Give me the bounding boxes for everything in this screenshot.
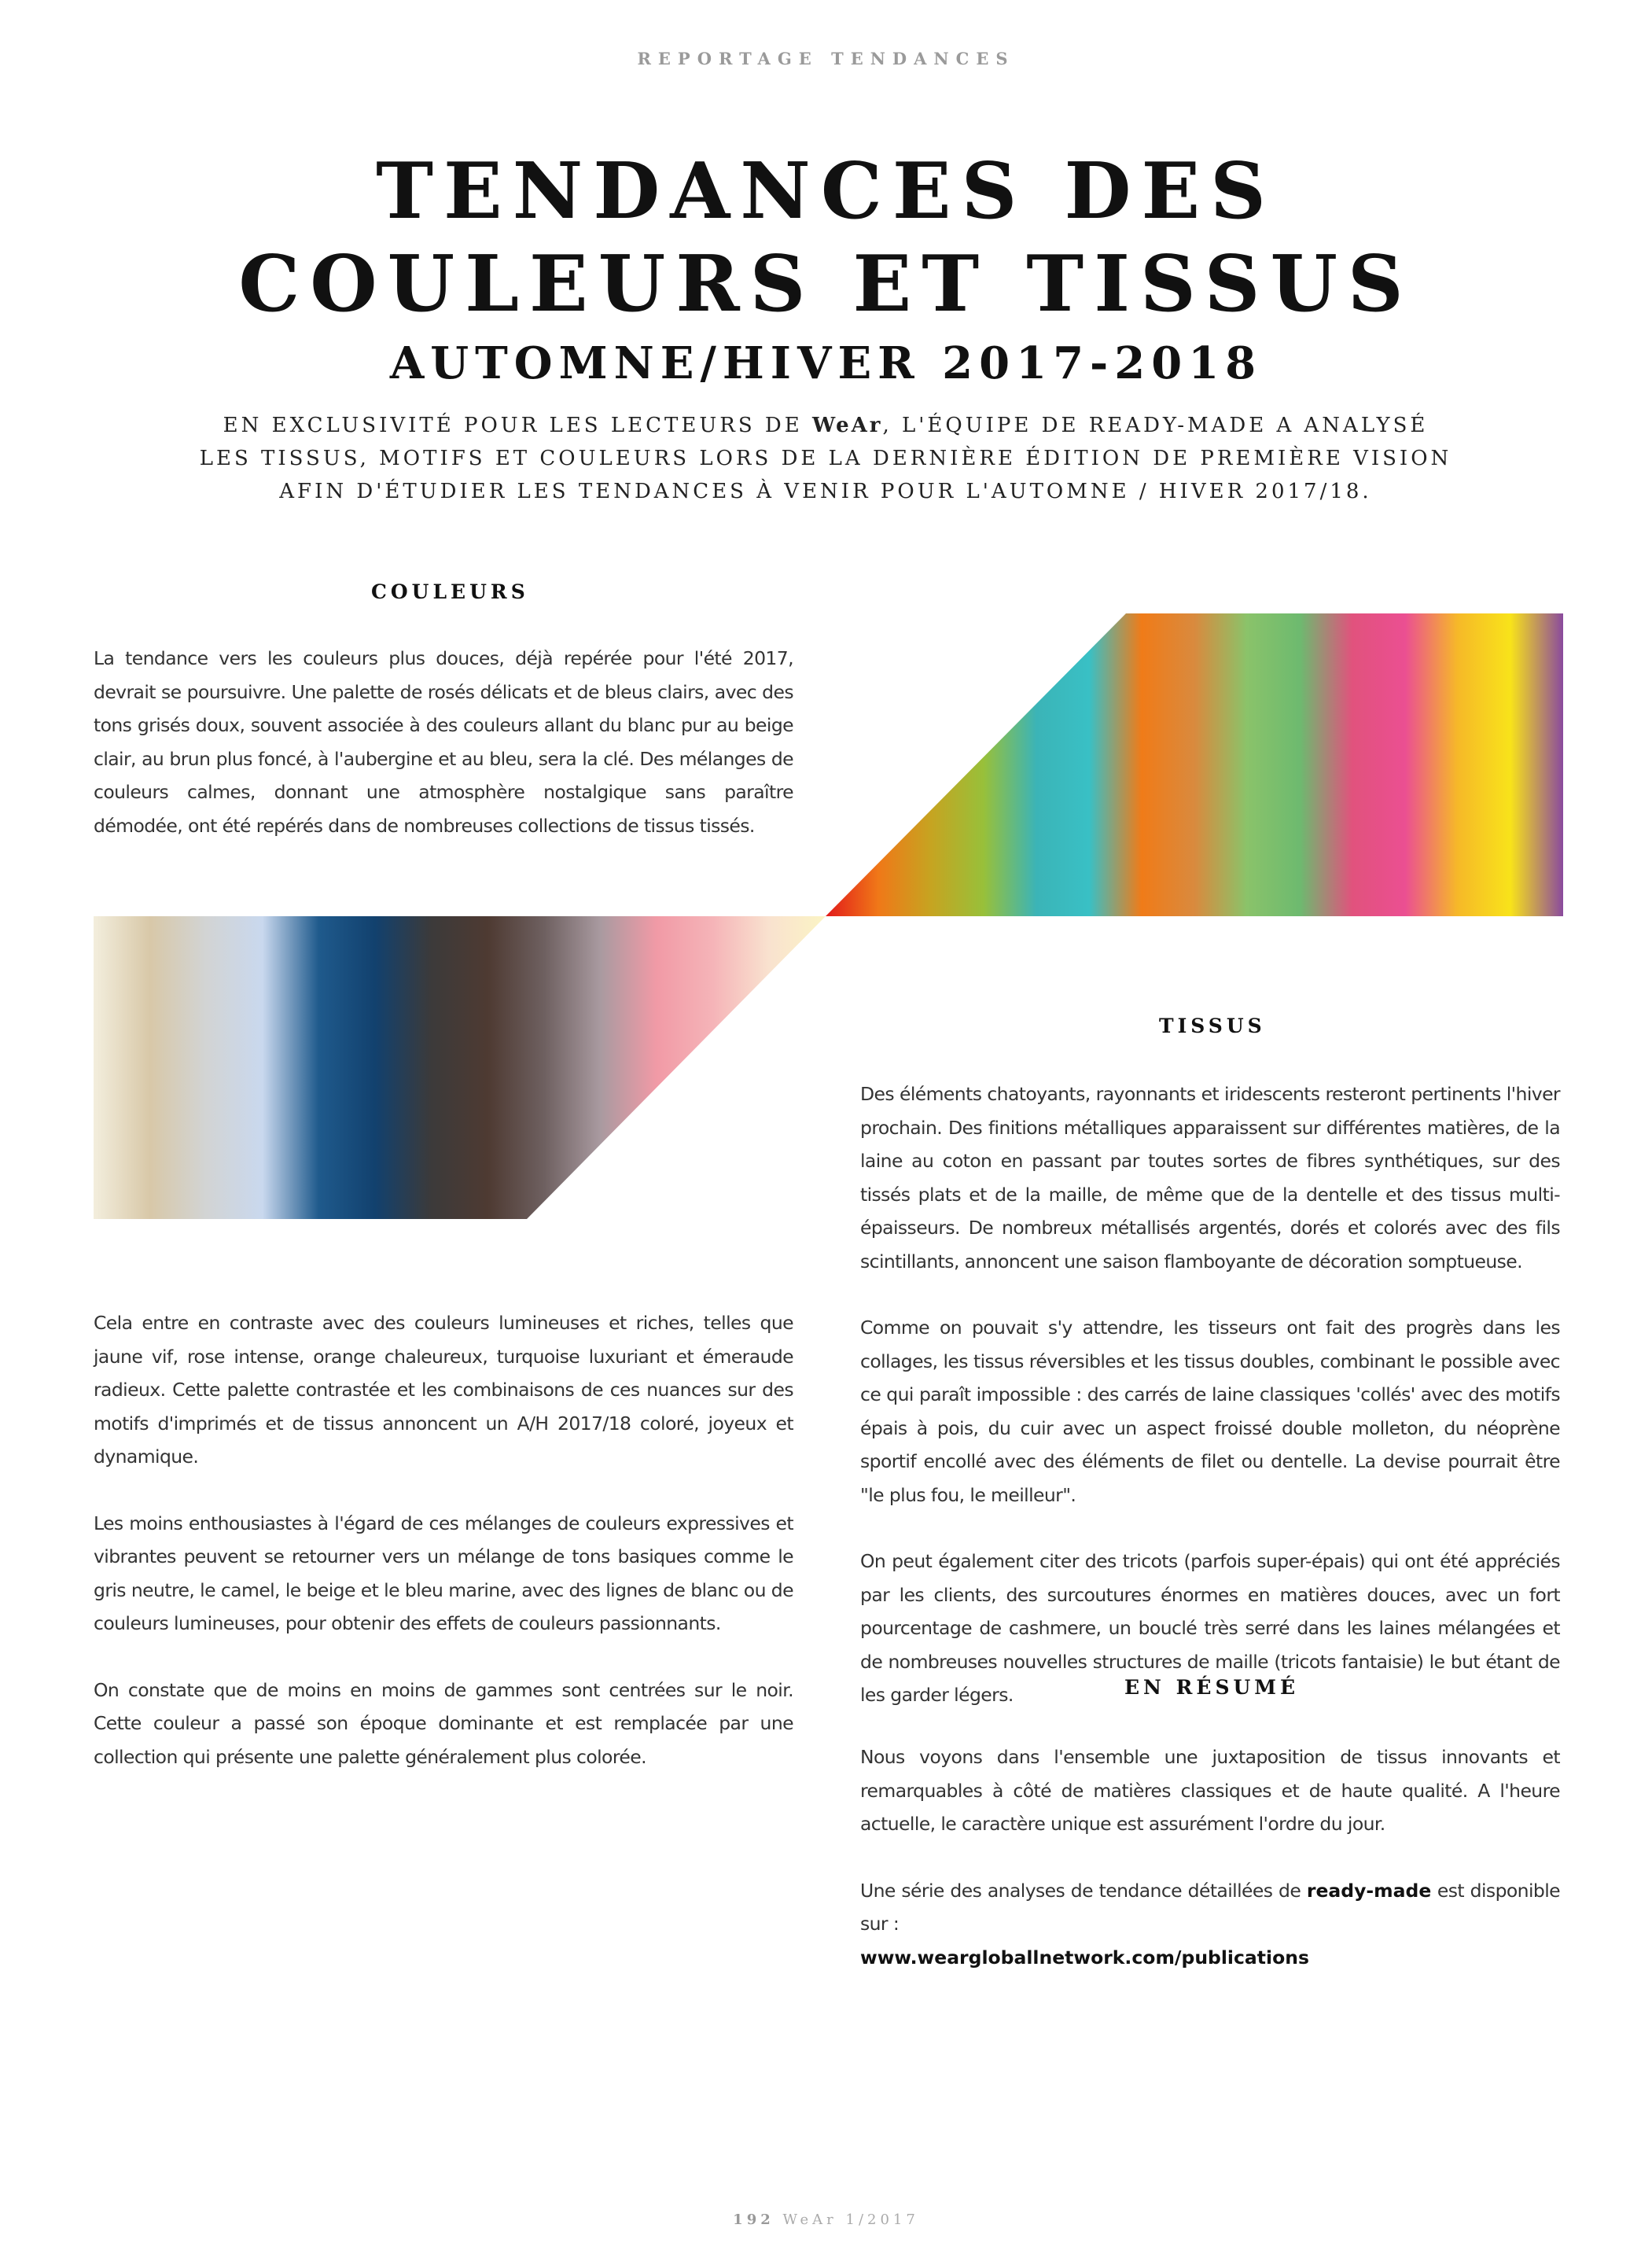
page-number: 192 — [733, 2212, 774, 2228]
soft-palette-band — [94, 916, 826, 1219]
resume-p2-end: est disponible sur : — [860, 1879, 1560, 1935]
tissus-paragraph-3: On peut également citer des tricots (parfois super-épais) qui ont été appréciés par les clients, des surcoutures énormes en matières douces, avec un fort pourcentage de cashmere, un bouclé très serré dans les laines mélangées et de nombreuses nouvelles structures de maille (tricots fantaisie) le but étant de les garder légers. — [860, 1550, 1560, 1706]
heading-tissus: TISSUS — [1159, 1015, 1266, 1037]
title-subtitle: AUTOMNE/HIVER 2017-2018 — [389, 337, 1263, 389]
couleurs-paragraph-2: Cela entre en contraste avec des couleurs lumineuses et riches, telles que jaune vif, rose intense, orange chaleureux, turquoise luxuriant et émeraude radieux. Cette palette contrastée et les combinaisons de ces nuances sur des motifs d'imprimés et de tissus annoncent un A/H 2017/18 coloré, joyeux et dynamique. — [94, 1312, 793, 1468]
page-footer — [0, 2212, 1652, 2228]
intro-line-1-start: EN EXCLUSIVITÉ POUR LES LECTEURS DE — [223, 414, 812, 437]
couleurs-intro-column — [94, 642, 793, 842]
brand-ready-made: ready-made — [1306, 1879, 1432, 1902]
bright-palette-band — [826, 613, 1563, 916]
couleurs-paragraph-3: Les moins enthousiastes à l'égard de ces mélanges de couleurs expressives et vibrantes peuvent se retourner vers un mélange de tons basiques comme le gris neutre, le camel, le beige et le bleu marine, avec des lignes de blanc ou de couleurs lumineuses, pour obtenir des effets de couleurs passionnants. — [94, 1512, 793, 1634]
heading-couleurs: COULEURS — [371, 580, 529, 603]
brand-wear: WeAr — [811, 414, 883, 437]
section-kicker: REPORTAGE TENDANCES — [637, 49, 1015, 68]
resume-paragraph-2 — [860, 1874, 1560, 1975]
resume-paragraph-1: Nous voyons dans l'ensemble une juxtaposition de tissus innovants et remarquables à côté de matières classiques et de haute qualité. A l'heure actuelle, le caractère unique est assurément l'ordre du jour. — [860, 1746, 1560, 1835]
title-line-1: TENDANCES DES — [376, 146, 1276, 237]
tissus-paragraph-2: Comme on pouvait s'y attendre, les tisseurs ont fait des progrès dans les collages, les tissus réversibles et les tissus doubles, combinant le possible avec ce qui paraît impossible : des carrés de laine classiques 'collés' avec des motifs épais à pois, du cuir avec un aspect froissé double molleton, du néoprène sportif encollé avec des éléments de filet ou dentelle. La devise pourrait être "le plus fou, le meilleur". — [860, 1317, 1560, 1506]
couleurs-paragraph-1: La tendance vers les couleurs plus douces, déjà repérée pour l'été 2017, devrait se poursuivre. Une palette de rosés délicats et de bleus clairs, avec des tons grisés doux, souvent associée à des couleurs allant du blanc pur au beige clair, au brun plus foncé, à l'aubergine et au bleu, sera la clé. Des mélanges de couleurs calmes, donnant une atmosphère nostalgique sans paraître démodée, ont été repérés dans de nombreuses collections de tissus tissés. — [94, 647, 793, 837]
resume-column — [860, 1740, 1560, 1974]
couleurs-column — [94, 1306, 793, 1773]
title-line-2: COULEURS ET TISSUS — [238, 239, 1414, 330]
resume-p2-start: Une série des analyses de tendance détaillées de — [860, 1879, 1307, 1902]
issue-label: WeAr 1/2017 — [782, 2212, 919, 2228]
intro-line-2: LES TISSUS, MOTIFS ET COULEURS LORS DE LA DERNIÈRE ÉDITION DE PREMIÈRE VISION — [199, 447, 1452, 470]
publications-link[interactable]: www.weargloballnetwork.com/publications — [860, 1946, 1309, 1969]
intro-line-1-end: , L'ÉQUIPE DE READY-MADE A ANALYSÉ — [882, 414, 1429, 437]
tissus-column — [860, 1077, 1560, 1712]
heading-en-resume: EN RÉSUMÉ — [1124, 1676, 1300, 1699]
tissus-paragraph-1: Des éléments chatoyants, rayonnants et iridescents resteront pertinents l'hiver prochain. Des finitions métalliques apparaissent sur différentes matières, de la laine au coton en passant par toutes sortes de fibres synthétiques, sur des tissés plats et de la maille, de même que de la dentelle et des tissus multi-épaisseurs. De nombreux métallisés argentés, dorés et colorés avec des fils scintillants, annoncent une saison flamboyante de décoration somptueuse. — [860, 1083, 1560, 1272]
intro-line-3: AFIN D'ÉTUDIER LES TENDANCES À VENIR POUR L'AUTOMNE / HIVER 2017/18. — [279, 480, 1372, 503]
couleurs-paragraph-4: On constate que de moins en moins de gammes sont centrées sur le noir. Cette couleur a passé son époque dominante et est remplacée par une collection qui présente une palette généralement plus colorée. — [94, 1678, 793, 1768]
